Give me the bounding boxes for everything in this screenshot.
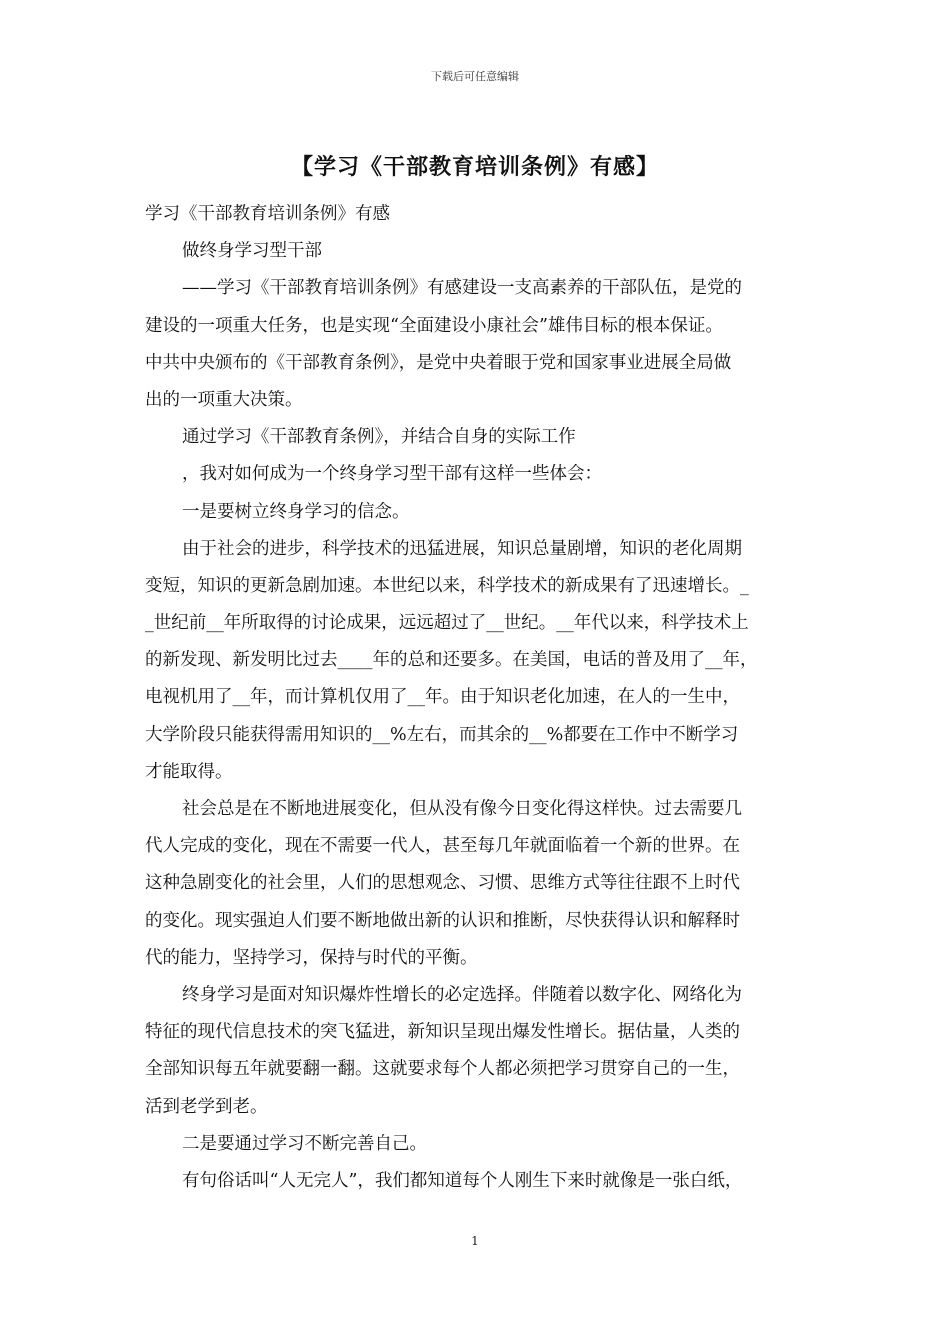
body-line: ——学习《干部教育培训条例》有感建设一支高素养的干部队伍，是党的 <box>182 278 742 299</box>
document-title: 【学习《干部教育培训条例》有感】 <box>290 154 659 180</box>
body-line: 全部知识每五年就要翻一翻。这就要求每个人都必须把学习贯穿自己的一生， <box>145 1059 740 1080</box>
body-line: 这种急剧变化的社会里，人们的思想观念、习惯、思维方式等往往跟不上时代 <box>145 873 740 894</box>
body-line: 做终身学习型干部 <box>182 241 322 262</box>
body-line: 代人完成的变化，现在不需要一代人，甚至每几年就面临着一个新的世界。在 <box>145 836 740 857</box>
body-line: 社会总是在不断地进展变化，但从没有像今日变化得这样快。过去需要几 <box>182 799 742 819</box>
page-number: 1 <box>471 1234 479 1248</box>
body-line: 通过学习《干部教育条例》，并结合自身的实际工作 <box>182 427 576 448</box>
body-line: 大学阶段只能获得需用知识的__%左右，而其余的__%都要在工作中不断学习 <box>145 724 739 745</box>
body-line: ，我对如何成为一个终身学习型干部有这样一些体会： <box>182 464 602 485</box>
body-line: 有句俗话叫“人无完人”，我们都知道每个人刚生下来时就像是一张白纸， <box>182 1170 743 1191</box>
body-line: 活到老学到老。 <box>145 1096 268 1117</box>
body-line: 由于社会的进步，科学技术的迅猛进展，知识总量剧增，知识的老化周期 <box>182 538 742 559</box>
body-line: 才能取得。 <box>145 761 233 782</box>
body-line: 特征的现代信息技术的突飞猛进，新知识呈现出爆发性增长。据估量，人类的 <box>145 1022 740 1043</box>
document-body <box>145 196 813 1200</box>
body-line: 中共中央颁布的《干部教育条例》，是党中央着眼于党和国家事业进展全局做 <box>145 352 732 373</box>
body-line: 二是要通过学习不断完善自己。 <box>182 1133 427 1154</box>
body-line: 代的能力，坚持学习，保持与时代的平衡。 <box>145 947 478 968</box>
body-line: 电视机用了__年，而计算机仅用了__年。由于知识老化加速，在人的一生中， <box>145 687 740 708</box>
body-line: 终身学习是面对知识爆炸性增长的必定选择。伴随着以数字化、网络化为 <box>182 984 742 1005</box>
body-line: 出的一项重大决策。 <box>145 389 303 410</box>
body-line: 变短，知识的更新急剧加速。本世纪以来，科学技术的新成果有了迅速增长。_ <box>145 575 749 596</box>
body-line: 的新发现、新发明比过去____年的总和还要多。在美国，电话的普及用了__年， <box>145 650 758 671</box>
body-line: _世纪前__年所取得的讨论成果，远远超过了__世纪。__年代以来，科学技术上 <box>145 613 749 634</box>
body-line: 一是要树立终身学习的信念。 <box>182 501 410 522</box>
header-note: 下载后可任意编辑 <box>431 70 519 83</box>
body-line: 学习《干部教育培训条例》有感 <box>145 204 390 224</box>
body-line: 的变化。现实强迫人们要不断地做出新的认识和推断，尽快获得认识和解释时 <box>145 910 740 931</box>
body-line: 建设的一项重大任务，也是实现“全面建设小康社会”雄伟目标的根本保证。 <box>145 315 723 336</box>
